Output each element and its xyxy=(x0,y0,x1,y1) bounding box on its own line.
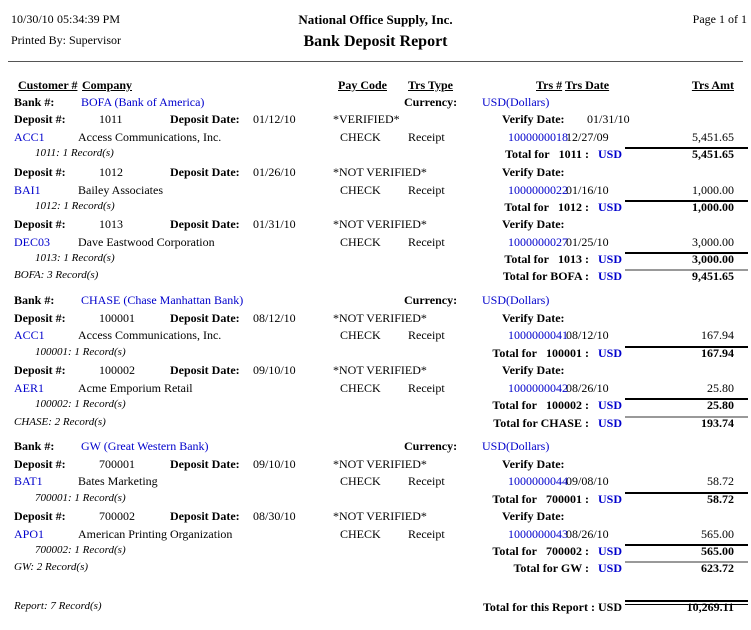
total-for-label: Total for xyxy=(492,492,537,506)
total-for-label: Total for xyxy=(504,200,549,214)
verify-date: 01/31/10 xyxy=(587,112,630,126)
deposit-number-label: Deposit #: xyxy=(14,217,66,231)
deposit-date: 09/10/10 xyxy=(253,457,296,471)
col-company: Company xyxy=(82,78,133,92)
bank-total-row xyxy=(0,416,751,432)
bank-header-row xyxy=(0,293,751,309)
trs-date: 01/16/10 xyxy=(566,183,609,197)
deposit-total-row xyxy=(0,492,751,508)
total-for-label: Total for xyxy=(492,346,537,360)
total-deposit-number: 1011 : xyxy=(558,147,589,161)
transaction-row xyxy=(0,235,751,251)
bank-number-label: Bank #: xyxy=(14,95,55,109)
transaction-row xyxy=(0,183,751,199)
transaction-row xyxy=(0,328,751,344)
customer-company: Acme Emporium Retail xyxy=(78,381,193,395)
bank-name-link[interactable]: CHASE (Chase Manhattan Bank) xyxy=(81,293,244,307)
bank-total-label-group xyxy=(503,269,622,284)
deposit-record-count: 700001: 1 Record(s) xyxy=(35,492,126,504)
deposit-record-count: 100001: 1 Record(s) xyxy=(35,346,126,358)
customer-code-link[interactable]: AER1 xyxy=(14,381,44,395)
col-trs-type: Trs Type xyxy=(408,78,454,92)
currency-value-link[interactable]: USD(Dollars) xyxy=(482,95,550,109)
deposit-record-count: 1012: 1 Record(s) xyxy=(35,200,115,212)
deposit-header-row xyxy=(0,217,751,233)
deposit-date-label: Deposit Date: xyxy=(170,509,240,523)
customer-company: Access Communications, Inc. xyxy=(78,328,222,342)
bank-record-count: BOFA: 3 Record(s) xyxy=(14,269,99,281)
deposit-number: 700001 xyxy=(99,457,135,471)
verify-status: *NOT VERIFIED* xyxy=(333,165,427,179)
deposit-total-amount: 3,000.00 xyxy=(692,252,734,266)
deposit-total-row xyxy=(0,147,751,163)
deposit-total-row xyxy=(0,252,751,268)
deposit-total-label-group xyxy=(504,252,622,267)
deposit-total-label-group xyxy=(505,147,622,162)
trs-amount: 167.94 xyxy=(701,328,734,342)
bank-total-label-group xyxy=(493,416,622,431)
trs-type: Receipt xyxy=(408,235,445,249)
column-header-row xyxy=(0,78,751,94)
verify-status: *NOT VERIFIED* xyxy=(333,457,427,471)
verify-date-label: Verify Date: xyxy=(502,165,565,179)
customer-code-link[interactable]: APO1 xyxy=(14,527,45,541)
page-header-row1 xyxy=(0,12,751,28)
deposit-header-row xyxy=(0,363,751,379)
deposit-total-amount: 5,451.65 xyxy=(692,147,734,161)
trs-type: Receipt xyxy=(408,328,445,342)
deposit-date-label: Deposit Date: xyxy=(170,457,240,471)
deposit-number: 700002 xyxy=(99,509,135,523)
verify-status: *NOT VERIFIED* xyxy=(333,363,427,377)
deposit-record-count: 100002: 1 Record(s) xyxy=(35,398,126,410)
bank-record-count: GW: 2 Record(s) xyxy=(14,561,89,573)
deposit-total-amount: 1,000.00 xyxy=(692,200,734,214)
deposit-date: 01/31/10 xyxy=(253,217,296,231)
bank-total-label-group xyxy=(514,561,622,576)
pay-code: CHECK xyxy=(340,130,381,144)
verify-date-label: Verify Date: xyxy=(502,363,565,377)
total-deposit-number: 1013 : xyxy=(557,252,589,266)
pay-code: CHECK xyxy=(340,474,381,488)
customer-code-link[interactable]: BAT1 xyxy=(14,474,43,488)
deposit-record-count: 1011: 1 Record(s) xyxy=(35,147,114,159)
deposit-total-row xyxy=(0,398,751,414)
customer-company: Dave Eastwood Corporation xyxy=(78,235,215,249)
deposit-date: 08/12/10 xyxy=(253,311,296,325)
trs-date: 12/27/09 xyxy=(566,130,609,144)
page-number: Page 1 of 1 xyxy=(692,12,747,26)
deposit-total-amount: 58.72 xyxy=(707,492,734,506)
trs-date: 08/12/10 xyxy=(566,328,609,342)
deposit-header-row xyxy=(0,457,751,473)
trs-number-link[interactable]: 1000000043 xyxy=(508,527,568,541)
deposit-number: 1012 xyxy=(99,165,123,179)
trs-amount: 3,000.00 xyxy=(692,235,734,249)
total-currency-link[interactable]: USD xyxy=(597,252,622,266)
total-currency-link[interactable]: USD xyxy=(597,346,622,360)
report-record-count: Report: 7 Record(s) xyxy=(14,600,102,612)
deposit-record-count: 1013: 1 Record(s) xyxy=(35,252,115,264)
trs-type: Receipt xyxy=(408,381,445,395)
col-trs-date: Trs Date xyxy=(565,78,610,92)
customer-company: Bailey Associates xyxy=(78,183,163,197)
deposit-header-row xyxy=(0,311,751,327)
customer-code-link[interactable]: ACC1 xyxy=(14,130,45,144)
deposit-header-row xyxy=(0,509,751,525)
report-total-amount: 10,269.11 xyxy=(686,600,734,614)
deposit-date-label: Deposit Date: xyxy=(170,217,240,231)
pay-code: CHECK xyxy=(340,527,381,541)
deposit-total-amount: 167.94 xyxy=(701,346,734,360)
trs-amount: 565.00 xyxy=(701,527,734,541)
verify-status: *NOT VERIFIED* xyxy=(333,217,427,231)
deposit-number-label: Deposit #: xyxy=(14,509,66,523)
transaction-row xyxy=(0,474,751,490)
total-for-label: Total for xyxy=(492,398,537,412)
verify-status: *NOT VERIFIED* xyxy=(333,509,427,523)
trs-date: 09/08/10 xyxy=(566,474,609,488)
bank-record-count: CHASE: 2 Record(s) xyxy=(14,416,106,428)
trs-type: Receipt xyxy=(408,130,445,144)
deposit-total-row xyxy=(0,544,751,560)
bank-name-link[interactable]: GW (Great Western Bank) xyxy=(81,439,209,453)
customer-company: Access Communications, Inc. xyxy=(78,130,222,144)
deposit-number: 1013 xyxy=(99,217,123,231)
total-deposit-number: 700002 : xyxy=(545,544,589,558)
bank-total-row xyxy=(0,269,751,285)
verify-date-label: Verify Date: xyxy=(502,457,565,471)
trs-number-link[interactable]: 1000000018 xyxy=(508,130,568,144)
customer-code-link[interactable]: DEC03 xyxy=(14,235,50,249)
deposit-total-label-group xyxy=(504,200,622,215)
bank-total-label: Total for CHASE : xyxy=(493,416,589,430)
printed-by: Printed By: Supervisor xyxy=(11,33,121,47)
report-total-label-group xyxy=(483,600,622,615)
deposit-header-row xyxy=(0,112,751,128)
trs-amount: 5,451.65 xyxy=(692,130,734,144)
customer-code-link[interactable]: ACC1 xyxy=(14,328,45,342)
total-currency-link[interactable]: USD xyxy=(597,492,622,506)
bank-header-row xyxy=(0,439,751,455)
total-currency-link[interactable]: USD xyxy=(597,561,622,575)
trs-type: Receipt xyxy=(408,474,445,488)
trs-number-link[interactable]: 1000000044 xyxy=(508,474,568,488)
trs-date: 08/26/10 xyxy=(566,527,609,541)
trs-number-link[interactable]: 1000000027 xyxy=(508,235,568,249)
print-time: 05:34:39 PM xyxy=(57,12,121,26)
bank-total-row xyxy=(0,561,751,577)
trs-date: 01/25/10 xyxy=(566,235,609,249)
total-deposit-number: 700001 : xyxy=(545,492,589,506)
deposit-number: 1011 xyxy=(99,112,123,126)
trs-number-link[interactable]: 1000000042 xyxy=(508,381,568,395)
bank-total-label: Total for GW : xyxy=(513,561,589,575)
trs-type: Receipt xyxy=(408,527,445,541)
transaction-row xyxy=(0,381,751,397)
deposit-date-label: Deposit Date: xyxy=(170,363,240,377)
total-deposit-number: 100001 : xyxy=(545,346,589,360)
deposit-number: 100001 xyxy=(99,311,135,325)
total-currency-link[interactable]: USD xyxy=(597,544,622,558)
pay-code: CHECK xyxy=(340,328,381,342)
deposit-number-label: Deposit #: xyxy=(14,457,66,471)
total-currency-link[interactable]: USD xyxy=(597,147,622,161)
trs-number-link[interactable]: 1000000041 xyxy=(508,328,568,342)
currency-label: Currency: xyxy=(404,439,458,453)
verify-date-label: Verify Date: xyxy=(502,217,565,231)
col-trs-amt: Trs Amt xyxy=(691,78,734,92)
deposit-number-label: Deposit #: xyxy=(14,363,66,377)
deposit-number-label: Deposit #: xyxy=(14,165,66,179)
total-for-label: Total for xyxy=(492,544,537,558)
deposit-date-label: Deposit Date: xyxy=(170,165,240,179)
total-currency-link[interactable]: USD xyxy=(597,398,622,412)
bank-total-amount: 623.72 xyxy=(701,561,734,575)
page-header-row2 xyxy=(0,33,751,55)
report-total-row xyxy=(0,600,751,616)
verify-status: *VERIFIED* xyxy=(333,112,400,126)
col-customer: Customer # xyxy=(18,78,78,92)
currency-label: Currency: xyxy=(404,293,458,307)
pay-code: CHECK xyxy=(340,183,381,197)
verify-date-label: Verify Date: xyxy=(502,311,565,325)
deposit-date-label: Deposit Date: xyxy=(170,112,240,126)
transaction-row xyxy=(0,130,751,146)
customer-company: Bates Marketing xyxy=(78,474,158,488)
deposit-total-row xyxy=(0,200,751,216)
customer-code-link[interactable]: BAI1 xyxy=(14,183,41,197)
deposit-date: 01/26/10 xyxy=(253,165,296,179)
total-currency-link[interactable]: USD xyxy=(597,269,622,283)
bank-total-label: Total for BOFA : xyxy=(502,269,589,283)
deposit-total-label-group xyxy=(492,544,622,559)
deposit-total-amount: 25.80 xyxy=(707,398,734,412)
total-currency-link[interactable]: USD xyxy=(597,416,622,430)
deposit-header-row xyxy=(0,165,751,181)
trs-number-link[interactable]: 1000000022 xyxy=(508,183,568,197)
trs-amount: 25.80 xyxy=(707,381,734,395)
total-deposit-number: 100002 : xyxy=(545,398,589,412)
deposit-total-label-group xyxy=(492,492,622,507)
customer-company: American Printing Organization xyxy=(78,527,233,541)
currency-label: Currency: xyxy=(404,95,458,109)
bank-number-label: Bank #: xyxy=(14,293,55,307)
total-for-label: Total for xyxy=(505,147,550,161)
trs-date: 08/26/10 xyxy=(566,381,609,395)
deposit-total-label-group xyxy=(492,398,622,413)
deposit-date: 01/12/10 xyxy=(253,112,296,126)
print-date: 10/30/10 xyxy=(11,12,54,26)
bank-name-link[interactable]: BOFA (Bank of America) xyxy=(81,95,205,109)
transaction-row xyxy=(0,527,751,543)
trs-type: Receipt xyxy=(408,183,445,197)
verify-date-label: Verify Date: xyxy=(502,509,565,523)
deposit-date: 08/30/10 xyxy=(253,509,296,523)
deposit-date: 09/10/10 xyxy=(253,363,296,377)
total-for-label: Total for xyxy=(504,252,549,266)
verify-status: *NOT VERIFIED* xyxy=(333,311,427,325)
bank-total-amount: 193.74 xyxy=(701,416,734,430)
deposit-number-label: Deposit #: xyxy=(14,311,66,325)
bank-number-label: Bank #: xyxy=(14,439,55,453)
deposit-total-row xyxy=(0,346,751,362)
report-total-rule-double xyxy=(625,600,748,605)
total-currency-link[interactable]: USD xyxy=(597,200,622,214)
col-trs-num: Trs # xyxy=(536,78,563,92)
bank-header-row xyxy=(0,95,751,111)
report-title: Bank Deposit Report xyxy=(303,33,448,50)
deposit-record-count: 700002: 1 Record(s) xyxy=(35,544,126,556)
report-total-label: Total for this Report : USD xyxy=(482,600,622,614)
deposit-number: 100002 xyxy=(99,363,135,377)
total-deposit-number: 1012 : xyxy=(557,200,589,214)
deposit-total-amount: 565.00 xyxy=(701,544,734,558)
currency-value-link[interactable]: USD(Dollars) xyxy=(482,293,550,307)
deposit-number-label: Deposit #: xyxy=(14,112,66,126)
col-pay-code: Pay Code xyxy=(338,78,387,92)
company-name: National Office Supply, Inc. xyxy=(298,12,453,27)
header-rule xyxy=(8,61,743,62)
deposit-total-label-group xyxy=(492,346,622,361)
currency-value-link[interactable]: USD(Dollars) xyxy=(482,439,550,453)
deposit-date-label: Deposit Date: xyxy=(170,311,240,325)
trs-amount: 1,000.00 xyxy=(692,183,734,197)
bank-total-amount: 9,451.65 xyxy=(692,269,734,283)
pay-code: CHECK xyxy=(340,235,381,249)
trs-amount: 58.72 xyxy=(707,474,734,488)
verify-date-label: Verify Date: xyxy=(502,112,565,126)
pay-code: CHECK xyxy=(340,381,381,395)
